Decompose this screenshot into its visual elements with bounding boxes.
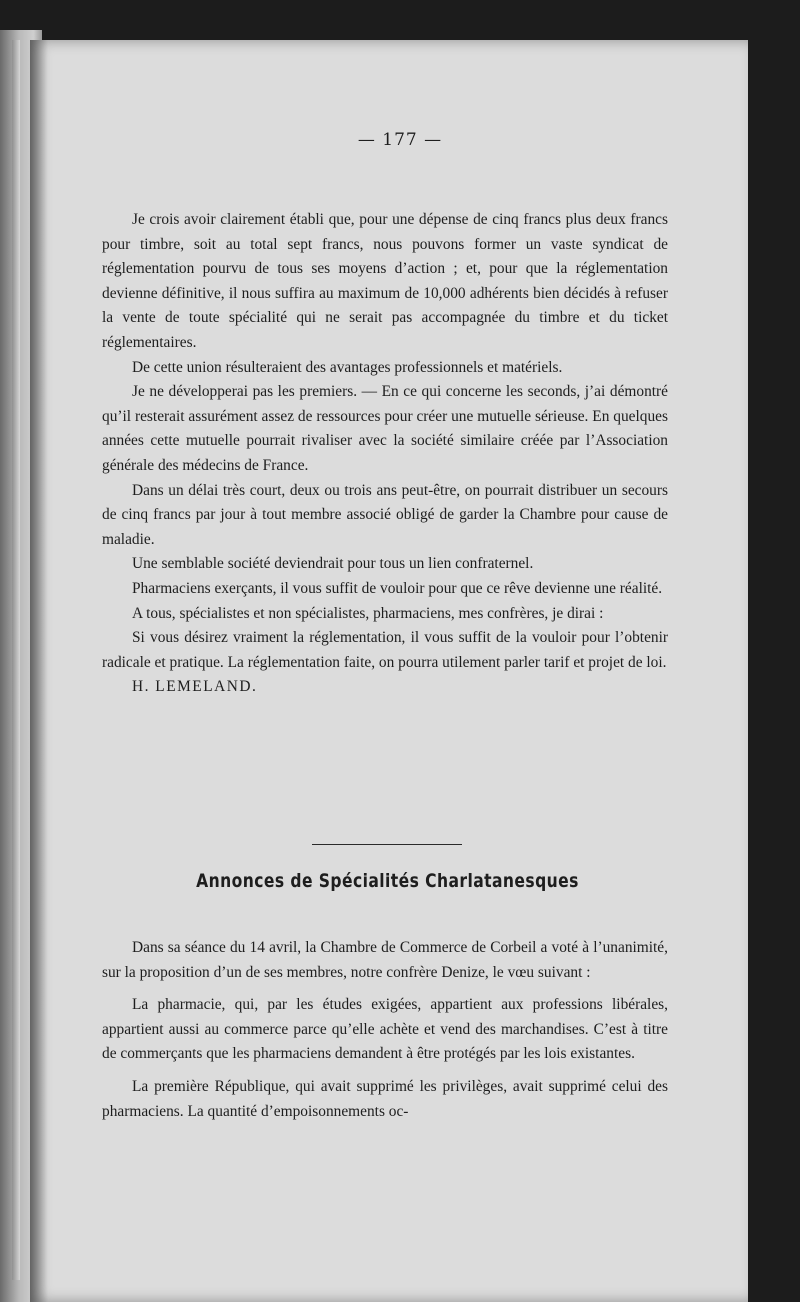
paragraph: A tous, spécialistes et non spécialistes, pharmaciens, mes confrères, je dirai : <box>132 604 604 622</box>
paragraph: Pharmaciens exerçants, il vous suffit de vouloir pour que ce rêve devienne une réalité. <box>132 579 663 597</box>
paragraph: Dans sa séance du 14 avril, la Chambre de Commerce de Corbeil a voté à l’unanimité, sur la proposition d’un de ses membres, notre confrère Denize, le vœu suivant : <box>102 939 668 981</box>
paragraph: La pharmacie, qui, par les études exigées, appartient aux professions libérales, appartient aussi au commerce parce qu’elle achète et vend des marchandises. C’est à titre de commerçants que les pharmaciens demandent à être protégés par les lois existantes. <box>102 996 668 1063</box>
section-divider <box>312 844 462 845</box>
section-title: Annonces de Spécialités Charlatanesques <box>196 870 579 892</box>
page-number: — 177 — <box>357 130 443 150</box>
gutter-shadow <box>30 40 48 1302</box>
binding-edge <box>12 40 20 1280</box>
paragraph-gap <box>102 985 668 993</box>
paragraph: Je crois avoir clairement établi que, pour une dépense de cinq francs plus deux francs pour timbre, soit au total sept francs, nous pouvons former un vaste syndicat de réglementation pourvu de tous ses moyens d’action ; et, pour que la réglementation devienne définitive, il nous suffira au maximum de 10,000 adhérents bien décidés à refuser la vente de toute spécialité qui ne serait pas accompagnée du timbre et du ticket réglementaires. <box>102 211 668 351</box>
paragraph: Dans un délai très court, deux ou trois ans peut-être, on pourrait distribuer un secours de cinq francs par jour à tout membre associé obligé de garder la Chambre pour cause de maladie. <box>102 481 668 548</box>
paragraph-gap <box>102 1067 668 1075</box>
book-page <box>30 40 748 1302</box>
author-signature: H. LEMELAND. <box>132 678 258 696</box>
paragraph: Une semblable société deviendrait pour tous un lien confraternel. <box>132 555 534 573</box>
paragraph: La première République, qui avait supprimé les privilèges, avait supprimé celui des pharmaciens. La quantité d’empoisonnements oc- <box>102 1077 668 1120</box>
paragraph: Si vous désirez vraiment la réglementation, il vous suffit de la vouloir pour l’obtenir radicale et pratique. La réglementation faite, on pourra utilement parler tarif et projet de loi. <box>102 629 668 671</box>
article-body-bottom <box>102 936 668 1124</box>
article-body-top <box>102 208 668 700</box>
paragraph: Je ne développerai pas les premiers. — En ce qui concerne les seconds, j’ai démontré qu’il resterait assurément assez de ressources pour créer une mutuelle sérieuse. En quelques années cette mutuelle pourrait rivaliser avec la société similaire créée par l’Association générale des médecins de France. <box>102 383 668 474</box>
paragraph: De cette union résulteraient des avantages professionnels et matériels. <box>132 358 563 376</box>
